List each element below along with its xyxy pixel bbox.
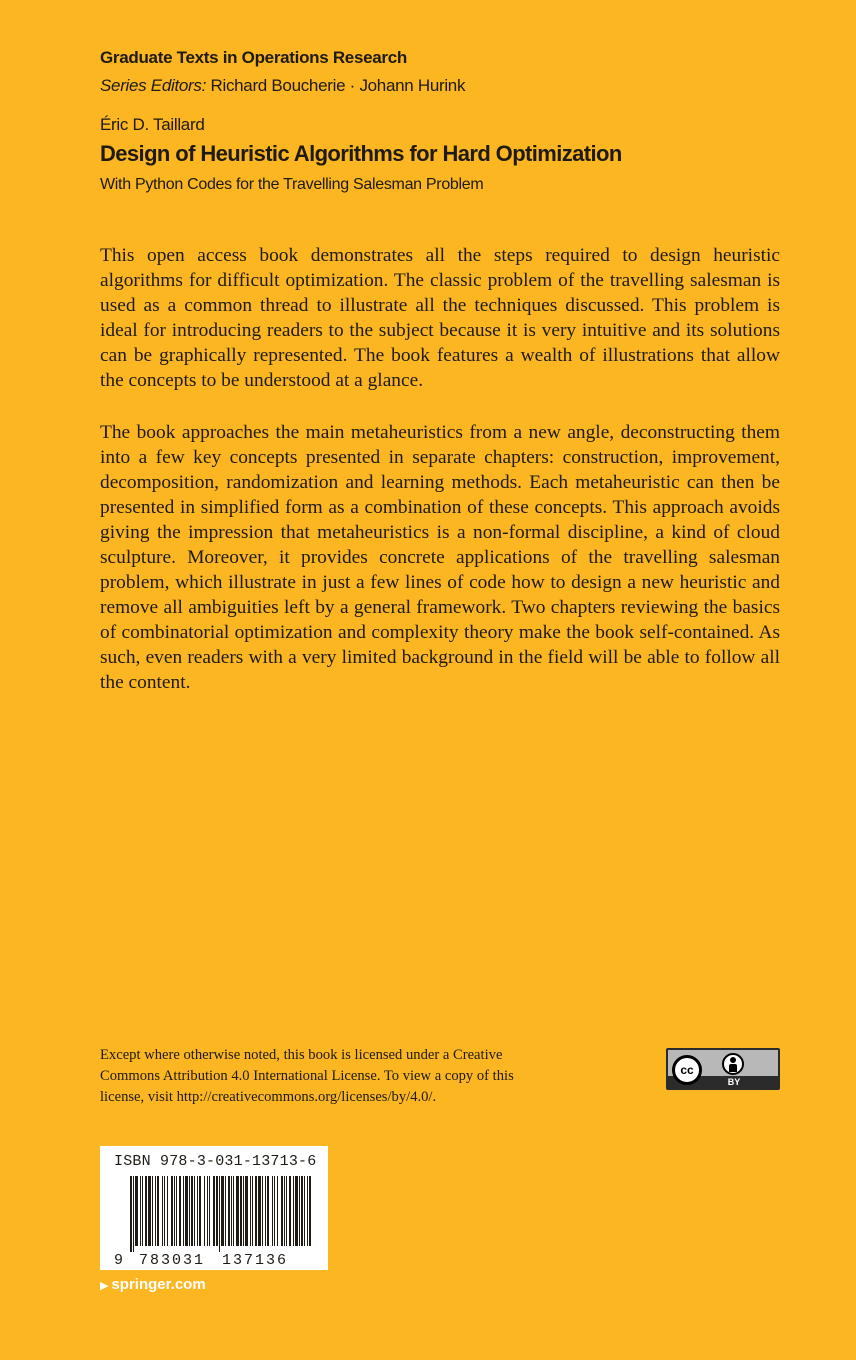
- publisher-link[interactable]: [100, 1276, 206, 1293]
- barcode-bar: [194, 1176, 195, 1246]
- barcode-bar: [267, 1176, 269, 1246]
- barcode-bar: [258, 1176, 261, 1246]
- barcode-bar: [197, 1176, 198, 1246]
- barcode-bar: [309, 1176, 311, 1246]
- barcode-bar: [284, 1176, 285, 1246]
- barcode-graphic: [100, 1146, 328, 1270]
- isbn-barcode: [100, 1146, 328, 1270]
- barcode-bar: [293, 1176, 294, 1246]
- barcode-bar: [207, 1176, 208, 1246]
- barcode-bar: [252, 1176, 253, 1246]
- barcode-bar: [204, 1176, 205, 1246]
- barcode-bar: [164, 1176, 165, 1246]
- barcode-bar: [171, 1176, 173, 1246]
- barcode-bar: [209, 1176, 210, 1246]
- barcode-bars: [130, 1176, 311, 1252]
- barcode-bar: [130, 1176, 132, 1252]
- description-paragraph-1: This open access book demonstrates all the steps required to design heuristic algorithms for difficult optimization. The classic problem of the travelling salesman is used as a common thread to illustrate all the techniques discussed. This problem is ideal for introducing readers to the subject because it is very intuitive and its solutions can be graphically represented. The book features a wealth of illustrations that allow the concepts to be understood at a glance.: [100, 245, 780, 391]
- barcode-bar: [179, 1176, 181, 1246]
- barcode-digits-left: 783031: [138, 1252, 206, 1269]
- cc-icon: cc: [672, 1055, 702, 1085]
- barcode-bar: [145, 1176, 147, 1246]
- barcode-bar: [228, 1176, 230, 1246]
- barcode-bar: [199, 1176, 201, 1246]
- isbn-number: ISBN 978-3-031-13713-6: [114, 1153, 317, 1170]
- barcode-bar: [135, 1176, 138, 1246]
- barcode-bar: [262, 1176, 263, 1246]
- barcode-bar: [233, 1176, 234, 1246]
- cc-by-license-badge[interactable]: [666, 1048, 780, 1090]
- barcode-bar: [299, 1176, 300, 1246]
- barcode-bar: [157, 1176, 159, 1246]
- barcode-bar: [265, 1176, 266, 1246]
- book-subtitle: With Python Codes for the Travelling Salesman Problem: [100, 176, 484, 193]
- barcode-bar: [295, 1176, 298, 1246]
- license-line-1: Except where otherwise noted, this book is licensed under a Creative: [100, 1047, 503, 1063]
- barcode-bar: [176, 1176, 177, 1246]
- barcode-bar: [250, 1176, 251, 1246]
- play-arrow-icon: ▶: [100, 1280, 109, 1292]
- license-notice: [100, 1045, 570, 1108]
- barcode-digits-right: 137136: [221, 1252, 289, 1269]
- barcode-bar: [255, 1176, 257, 1246]
- barcode-bar: [174, 1176, 175, 1246]
- barcode-bar: [140, 1176, 141, 1246]
- series-editors-label: Series Editors:: [100, 76, 207, 95]
- cc-by-label: BY: [727, 1077, 741, 1087]
- barcode-digit-lead: 9: [114, 1252, 124, 1269]
- barcode-bar: [191, 1176, 193, 1246]
- barcode-bar: [225, 1176, 226, 1246]
- barcode-bar: [304, 1176, 305, 1246]
- barcode-bar: [152, 1176, 153, 1246]
- barcode-bar: [155, 1176, 156, 1246]
- barcode-bar: [162, 1176, 163, 1246]
- barcode-bar: [277, 1176, 278, 1246]
- barcode-bar: [185, 1176, 188, 1246]
- barcode-bar: [213, 1176, 215, 1246]
- barcode-bar: [167, 1176, 168, 1246]
- barcode-bar: [236, 1176, 239, 1246]
- barcode-bar: [221, 1176, 224, 1246]
- barcode-bar: [307, 1176, 308, 1246]
- barcode-bar: [289, 1176, 291, 1246]
- barcode-bar: [243, 1176, 244, 1246]
- description-paragraph-2: The book approaches the main metaheuristics from a new angle, deconstructing them into a few key concepts presented in separate chapters: construction, improvement, decomposition, randomization and learning methods. Each metaheuristic can then be presented in simplified form as a combination of these concepts. This approach avoids giving the impression that metaheuristics is a non-formal discipline, a kind of cloud sculpture. Moreover, it provides concrete applications of the travelling salesman problem, which illustrate in just a few lines of code how to design a new heuristic and remove all ambiguities left by a general framework. Two chapters reviewing the basics of combinatorial optimization and complexity theory make the book self-contained. As such, even readers with a very limited background in the field will be able to follow all the content.: [100, 422, 780, 693]
- barcode-bar: [286, 1176, 287, 1246]
- series-title: Graduate Texts in Operations Research: [100, 48, 407, 67]
- barcode-bar: [240, 1176, 242, 1246]
- barcode-bar: [216, 1176, 218, 1246]
- barcode-bar: [245, 1176, 248, 1246]
- license-line-3: license, visit http://creativecommons.org/licenses/by/4.0/.: [100, 1089, 437, 1105]
- barcode-bar: [133, 1176, 134, 1252]
- series-editors: [100, 76, 465, 96]
- book-author: Éric D. Taillard: [100, 115, 205, 134]
- book-title: Design of Heuristic Algorithms for Hard Optimization: [100, 141, 622, 166]
- series-editors-names: Richard Boucherie · Johann Hurink: [210, 76, 466, 95]
- barcode-bar: [219, 1176, 220, 1252]
- attribution-person-icon: [722, 1053, 744, 1075]
- barcode-bar: [301, 1176, 303, 1246]
- barcode-bar: [231, 1176, 232, 1246]
- license-line-2: Commons Attribution 4.0 International License. To view a copy of this: [100, 1068, 514, 1084]
- barcode-bar: [274, 1176, 275, 1246]
- publisher-site: springer.com: [111, 1276, 206, 1293]
- barcode-bar: [281, 1176, 283, 1246]
- barcode-bar: [183, 1176, 184, 1246]
- barcode-bar: [148, 1176, 151, 1246]
- barcode-bar: [189, 1176, 190, 1246]
- barcode-bar: [142, 1176, 143, 1246]
- barcode-bar: [272, 1176, 273, 1246]
